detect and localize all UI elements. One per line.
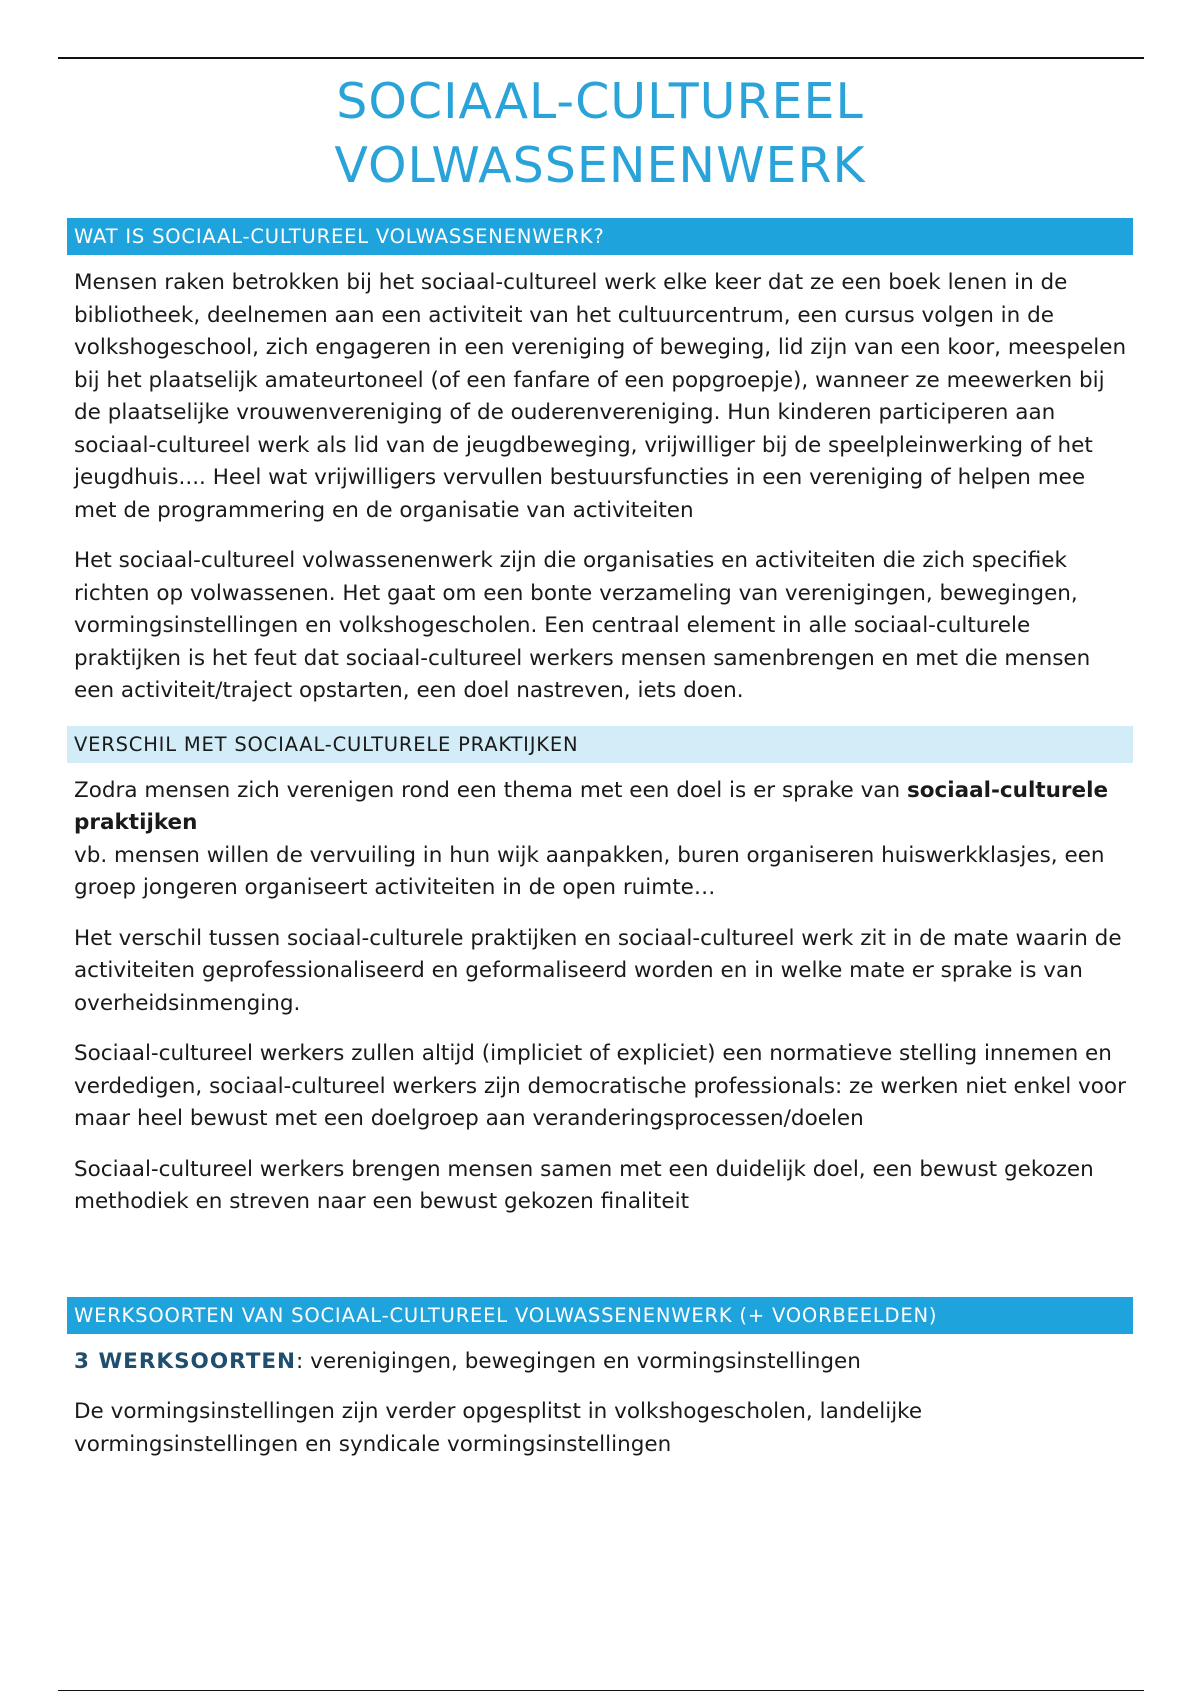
section-heading-what-is: WAT IS SOCIAAL-CULTUREEL VOLWASSENENWERK? bbox=[67, 218, 1133, 255]
section-heading-difference: VERSCHIL MET SOCIAAL-CULTURELE PRAKTIJKEN bbox=[67, 726, 1133, 763]
paragraph-lead bbox=[67, 1346, 1133, 1379]
top-rule bbox=[58, 57, 1144, 59]
bold-term: sociaal-culturele praktijken bbox=[74, 777, 1109, 835]
document-page bbox=[67, 70, 1133, 1479]
title-line-2: VOLWASSENENWERK bbox=[334, 137, 866, 194]
document-title bbox=[67, 70, 1133, 198]
paragraph-text: Zodra mensen zich verenigen rond een thema met een doel is er sprake van bbox=[74, 777, 907, 803]
paragraph: Sociaal-cultureel werkers brengen mensen samen met een duidelijk doel, een bewust gekozen methodiek en streven naar een bewust gekozen finaliteit bbox=[74, 1156, 1094, 1214]
paragraph: Mensen raken betrokken bij het sociaal-cultureel werk elke keer dat ze een boek lenen in de bibliotheek, deelnemen aan een activiteit van het cultuurcentrum, een cursus volgen in de volkshogeschool, zich engageren in een vereniging of beweging, lid zijn van een koor, meespelen bij het plaatselijk amateurtoneel (of een fanfare of een popgroepje), wanneer ze meewerken bij de plaatselijke vrouwenvereniging of de ouderenvereniging. Hun kinderen participeren aan sociaal-cultureel werk als lid van de jeugdbeweging, vrijwilliger bij de speelpleinwerking of het jeugdhuis.... Heel wat vrijwilligers vervullen bestuursfuncties in een vereniging of helpen mee met de programmering en de organisatie van activiteiten bbox=[74, 270, 1127, 523]
paragraph: De vormingsinstellingen zijn verder opgesplitst in volkshogescholen, landelijke vormingsinstellingen en syndicale vormingsinstellingen bbox=[74, 1399, 923, 1457]
bottom-rule bbox=[58, 1690, 1144, 1691]
lead-term: 3 WERKSOORTEN bbox=[74, 1348, 297, 1374]
section-heading-work-types: WERKSOORTEN VAN SOCIAAL-CULTUREEL VOLWASSENENWERK (+ VOORBEELDEN) bbox=[67, 1297, 1133, 1334]
paragraph: Het verschil tussen sociaal-culturele praktijken en sociaal-cultureel werk zit in de mate waarin de activiteiten geprofessionaliseerd en geformaliseerd worden en in welke mate er sprake is van overheidsinmenging. bbox=[74, 925, 1122, 1016]
example-text: vb. mensen willen de vervuiling in hun wijk aanpakken, buren organiseren huiswerkklasjes, een groep jongeren organiseert activiteiten in de open ruimte… bbox=[74, 842, 1105, 900]
paragraph-with-bold bbox=[67, 775, 1133, 905]
paragraph: Sociaal-cultureel werkers zullen altijd (impliciet of expliciet) een normatieve stelling innemen en verdedigen, sociaal-cultureel werkers zijn democratische professionals: ze werken niet enkel voor maar heel bewust met een doelgroep aan veranderingsprocessen/doelen bbox=[74, 1041, 1126, 1131]
spacer bbox=[67, 1237, 1133, 1297]
title-line-1: SOCIAAL-CULTUREEL bbox=[336, 73, 864, 130]
paragraph: Het sociaal-cultureel volwassenenwerk zijn die organisaties en activiteiten die zich specifiek richten op volwassenen. Het gaat om een bonte verzameling van verenigingen, bewegingen, vormingsinstellingen en volkshogescholen. Een centraal element in alle sociaal-culturele praktijken is het feut dat sociaal-cultureel werkers mensen samenbrengen en met die mensen een activiteit/traject opstarten, een doel nastreven, iets doen. bbox=[74, 548, 1091, 703]
lead-rest: : verenigingen, bewegingen en vormingsinstellingen bbox=[296, 1348, 861, 1374]
